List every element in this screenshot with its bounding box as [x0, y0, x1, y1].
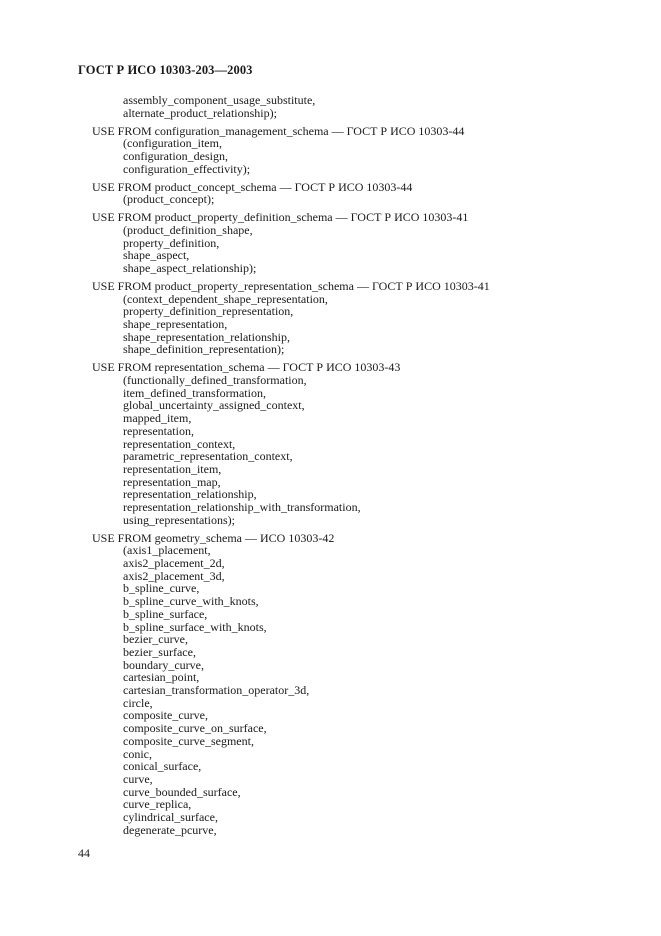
page-number: 44: [78, 846, 90, 860]
schema-block: [92, 125, 612, 176]
entity-item: curve_bounded_surface,: [123, 784, 241, 799]
entity-item: representation_relationship_with_transformation,: [123, 500, 361, 515]
entity-item: boundary_curve,: [123, 657, 204, 672]
entity-item: bezier_surface,: [123, 644, 196, 659]
entity-list: [92, 224, 612, 275]
entity-item: representation_context,: [123, 436, 236, 451]
entity-item: representation_relationship,: [123, 487, 257, 502]
entity-list: [92, 94, 612, 119]
schema-block: [92, 94, 612, 119]
entity-list: [92, 374, 612, 526]
document-header: ГОСТ Р ИСО 10303-203—2003: [78, 63, 253, 77]
entity-item: alternate_product_relationship);: [123, 105, 277, 120]
entity-item: b_spline_curve,: [123, 581, 200, 596]
entity-item: cartesian_transformation_operator_3d,: [123, 683, 310, 698]
entity-item: configuration_design,: [123, 149, 228, 163]
entity-item: axis2_placement_3d,: [123, 568, 225, 583]
entity-item: b_spline_surface_with_knots,: [123, 619, 267, 634]
entity-item: axis2_placement_2d,: [123, 556, 225, 571]
entity-item: bezier_curve,: [123, 632, 188, 647]
entity-item: shape_aspect,: [123, 248, 190, 263]
schema-block: [92, 181, 612, 206]
entity-item: curve,: [123, 771, 153, 786]
entity-list: [92, 137, 612, 175]
entity-item: shape_definition_representation);: [123, 342, 285, 357]
entity-list: [92, 193, 612, 206]
entity-item: cartesian_point,: [123, 670, 200, 685]
entity-item: degenerate_pcurve,: [123, 822, 217, 837]
schema-listing: [92, 94, 612, 837]
entity-item: (product_definition_shape,: [123, 222, 253, 237]
entity-item: (product_concept);: [123, 192, 215, 207]
entity-item: item_defined_transformation,: [123, 385, 266, 400]
entity-item: shape_representation,: [123, 317, 228, 331]
entity-item: circle,: [123, 695, 153, 710]
entity-item: shape_representation_relationship,: [123, 329, 290, 344]
entity-item: mapped_item,: [123, 411, 192, 426]
entity-item: composite_curve_segment,: [123, 733, 254, 748]
schema-block: [92, 361, 612, 526]
entity-item: (context_dependent_shape_representation,: [123, 291, 328, 306]
use-from-statement: USE FROM product_property_representation_schema — ГОСТ Р ИСО 10303-41: [92, 278, 490, 293]
entity-item: parametric_representation_context,: [123, 449, 293, 464]
entity-list: [92, 544, 612, 836]
schema-block: [92, 211, 612, 275]
entity-item: composite_curve_on_surface,: [123, 721, 267, 736]
entity-item: configuration_effectivity);: [123, 161, 251, 176]
entity-item: (functionally_defined_transformation,: [123, 373, 307, 387]
entity-item: cylindrical_surface,: [123, 810, 218, 825]
entity-item: representation,: [123, 423, 194, 438]
entity-item: representation_item,: [123, 461, 222, 476]
entity-item: curve_replica,: [123, 797, 192, 812]
entity-item: representation_map,: [123, 474, 221, 489]
entity-item: b_spline_curve_with_knots,: [123, 594, 259, 609]
entity-list: [92, 293, 612, 357]
use-from-statement: USE FROM product_property_definition_schema — ГОСТ Р ИСО 10303-41: [92, 210, 469, 225]
entity-item: property_definition_representation,: [123, 304, 294, 319]
entity-item: b_spline_surface,: [123, 606, 208, 621]
use-from-statement: USE FROM product_concept_schema — ГОСТ Р ИСО 10303-44: [92, 179, 413, 194]
entity-item: (axis1_placement,: [123, 543, 211, 558]
schema-block: [92, 280, 612, 356]
schema-block: [92, 532, 612, 837]
use-from-statement: USE FROM geometry_schema — ИСО 10303-42: [92, 530, 335, 545]
use-from-statement: USE FROM configuration_management_schema — ГОСТ Р ИСО 10303-44: [92, 123, 465, 138]
entity-item: conical_surface,: [123, 759, 202, 774]
entity-item: shape_aspect_relationship);: [123, 261, 257, 275]
entity-item: global_uncertainty_assigned_context,: [123, 398, 305, 413]
entity-item: (configuration_item,: [123, 136, 222, 151]
entity-item: assembly_component_usage_substitute,: [123, 93, 316, 107]
use-from-statement: USE FROM representation_schema — ГОСТ Р ИСО 10303-43: [92, 360, 401, 375]
entity-item: using_representations);: [123, 512, 235, 527]
entity-item: conic,: [123, 746, 152, 761]
entity-item: property_definition,: [123, 235, 220, 250]
entity-item: composite_curve,: [123, 708, 208, 723]
